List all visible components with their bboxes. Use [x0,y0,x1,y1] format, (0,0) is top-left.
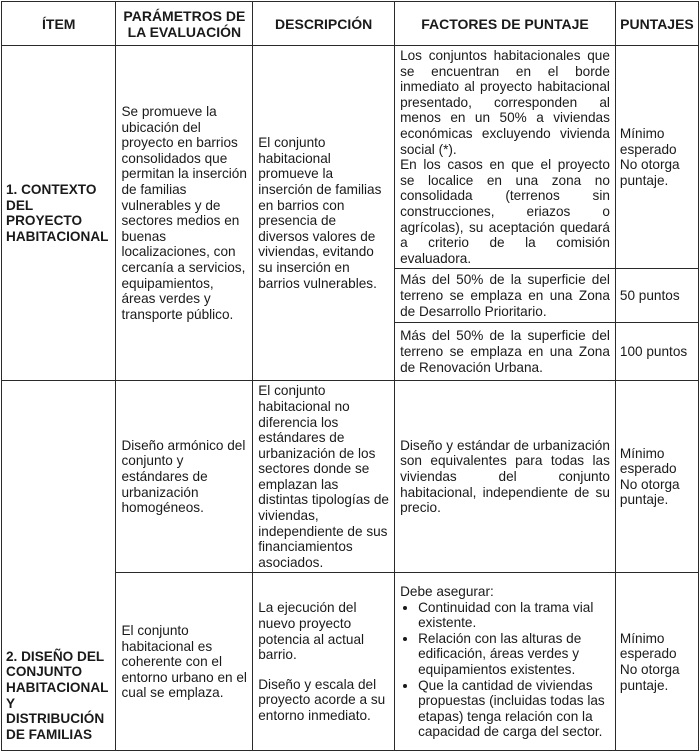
factor-text: Los conjuntos habitacionales que se encuentran en el borde inmediato al proyecto habitacional presentado, corresponden al menos en un 50% a viviendas económicas excluyendo vivienda social (*). [400,48,610,157]
list-item: • Relación con las alturas de edificación, áreas verdes y equipamientos existentes. [418,631,610,678]
section2-item: 2. DISEÑO DEL CONJUNTO HABITACIONAL Y DISTRIBUCIÓN DE FAMILIAS [2,381,116,751]
section2-parametro-1: Diseño armónico del conjunto y estándares de urbanización homogéneos. [116,381,253,573]
table-row [2,46,699,269]
header-descripcion: DESCRIPCIÓN [253,2,395,46]
header-parametros: PARÁMETROS DE LA EVALUACIÓN [116,2,253,46]
section1-puntaje-1: Mínimo esperado No otorga puntaje. [615,46,698,269]
factor-text: En los casos en que el proyecto se localice en una zona no consolidada (terrenos sin construcciones, eriazos o agrícolas), su aceptación quedará a criterio de la comisión evaluadora. [400,157,610,266]
section2-parametro-2: El conjunto habitacional es coherente con el entorno urbano en el cual se emplaza. [116,573,253,751]
list-item: • Continuidad con la trama vial existente. [418,600,610,631]
header-factores: FACTORES DE PUNTAJE [395,2,616,46]
descripcion-text: Diseño y escala del proyecto acorde a su entorno inmediato. [258,676,386,723]
section1-factor-1 [395,46,616,269]
section1-parametro: Se promueve la ubicación del proyecto en barrios consolidados que permitan la inserción de familias vulnerables y de sectores medios en buenas localizaciones, con cercanía a servicios, equipamientos, áreas verdes y transporte público. [116,46,253,381]
header-puntajes: PUNTAJES [615,2,698,46]
section1-descripcion: El conjunto habitacional promueve la inserción de familias en barrios con presencia de diversos valores de viviendas, evitando su inserción en barrios vulnerables. [253,46,395,381]
section1-puntaje-2: 50 puntos [615,269,698,323]
section1-factor-2: Más del 50% de la superficie del terreno se emplaza en una Zona de Desarrollo Prioritario. [395,269,616,323]
list-item: • Que la cantidad de viviendas propuestas (incluidas todas las etapas) tenga relación con la capacidad de carga del sector. [418,678,610,740]
header-item: ÍTEM [2,2,116,46]
factor-intro: Debe asegurar: [400,583,494,599]
descripcion-text: La ejecución del nuevo proyecto potencia al actual barrio. [258,600,365,663]
section2-factor-2 [395,573,616,751]
section2-puntaje-2: Mínimo esperado No otorga puntaje. [615,573,698,751]
table-row [2,381,699,573]
section1-factor-3: Más del 50% de la superficie del terreno se emplaza en una Zona de Renovación Urbana. [395,323,616,381]
section2-descripcion-2 [253,573,395,751]
evaluation-table [1,1,699,751]
header-row [2,2,699,46]
factor-bullet-list [400,600,610,740]
section1-item: 1. CONTEXTO DEL PROYECTO HABITACIONAL [2,46,116,381]
section2-descripcion-1: El conjunto habitacional no diferencia los estándares de urbanización de los sectores donde se emplazan las distintas tipologías de viviendas, independiente de sus financiamientos asociados. [253,381,395,573]
section2-factor-1: Diseño y estándar de urbanización son equivalentes para todas las viviendas del conjunto habitacional, independiente de su precio. [395,381,616,573]
section1-puntaje-3: 100 puntos [615,323,698,381]
section2-puntaje-1: Mínimo esperado No otorga puntaje. [615,381,698,573]
